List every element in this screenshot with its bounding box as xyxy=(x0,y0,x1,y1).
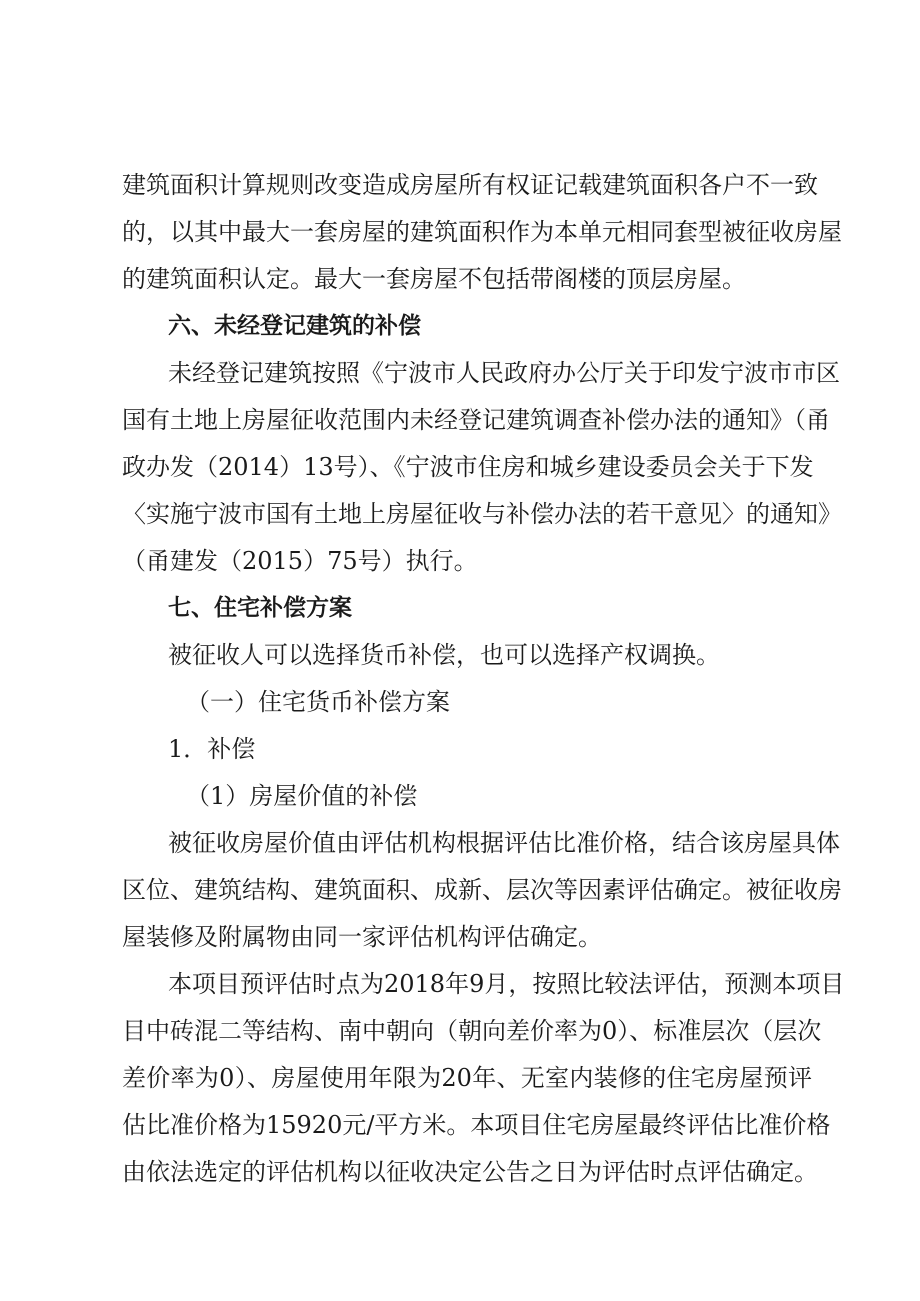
paragraph-line: 〈实施宁波市国有土地上房屋征收与补偿办法的若干意见〉的通知》 xyxy=(122,500,842,528)
sub-item-heading: （1）房屋价值的补偿 xyxy=(186,782,418,810)
paragraph-line: 目中砖混二等结构、南中朝向（朝向差价率为0）、标准层次（层次 xyxy=(122,1017,822,1045)
paragraph-line: 的建筑面积认定。最大一套房屋不包括带阁楼的顶层房屋。 xyxy=(122,265,746,293)
section-heading-6: 六、未经登记建筑的补偿 xyxy=(168,313,421,339)
paragraph-line: 建筑面积计算规则改变造成房屋所有权证记载建筑面积各户不一致 xyxy=(122,171,818,199)
subsection-heading: （一）住宅货币补偿方案 xyxy=(186,688,450,716)
paragraph-line: 估比准价格为15920元/平方米。本项目住宅房屋最终评估比准价格 xyxy=(122,1111,831,1139)
paragraph-line: 被征收人可以选择货币补偿，也可以选择产权调换。 xyxy=(168,641,720,669)
paragraph-line: 差价率为0）、房屋使用年限为20年、无室内装修的住宅房屋预评 xyxy=(122,1064,812,1092)
paragraph-line: 政办发（2014）13号）、《宁波市住房和城乡建设委员会关于下发 xyxy=(122,453,814,481)
paragraph-line: 未经登记建筑按照《宁波市人民政府办公厅关于印发宁波市市区 xyxy=(168,359,840,387)
paragraph-line: 区位、建筑结构、建筑面积、成新、层次等因素评估确定。被征收房 xyxy=(122,876,842,904)
item-heading: 1．补偿 xyxy=(168,735,256,763)
paragraph-line: 国有土地上房屋征收范围内未经登记建筑调查补偿办法的通知》（甬 xyxy=(122,406,830,434)
paragraph-line: （甬建发（2015）75号）执行。 xyxy=(122,547,478,575)
paragraph-line: 由依法选定的评估机构以征收决定公告之日为评估时点评估确定。 xyxy=(122,1158,818,1186)
paragraph-line: 屋装修及附属物由同一家评估机构评估确定。 xyxy=(122,923,602,951)
paragraph-line: 被征收房屋价值由评估机构根据评估比准价格，结合该房屋具体 xyxy=(168,829,840,857)
paragraph-line: 的，以其中最大一套房屋的建筑面积作为本单元相同套型被征收房屋 xyxy=(122,218,842,246)
paragraph-line: 本项目预评估时点为2018年9月，按照比较法评估，预测本项目 xyxy=(168,970,845,998)
section-heading-7: 七、住宅补偿方案 xyxy=(168,595,352,621)
